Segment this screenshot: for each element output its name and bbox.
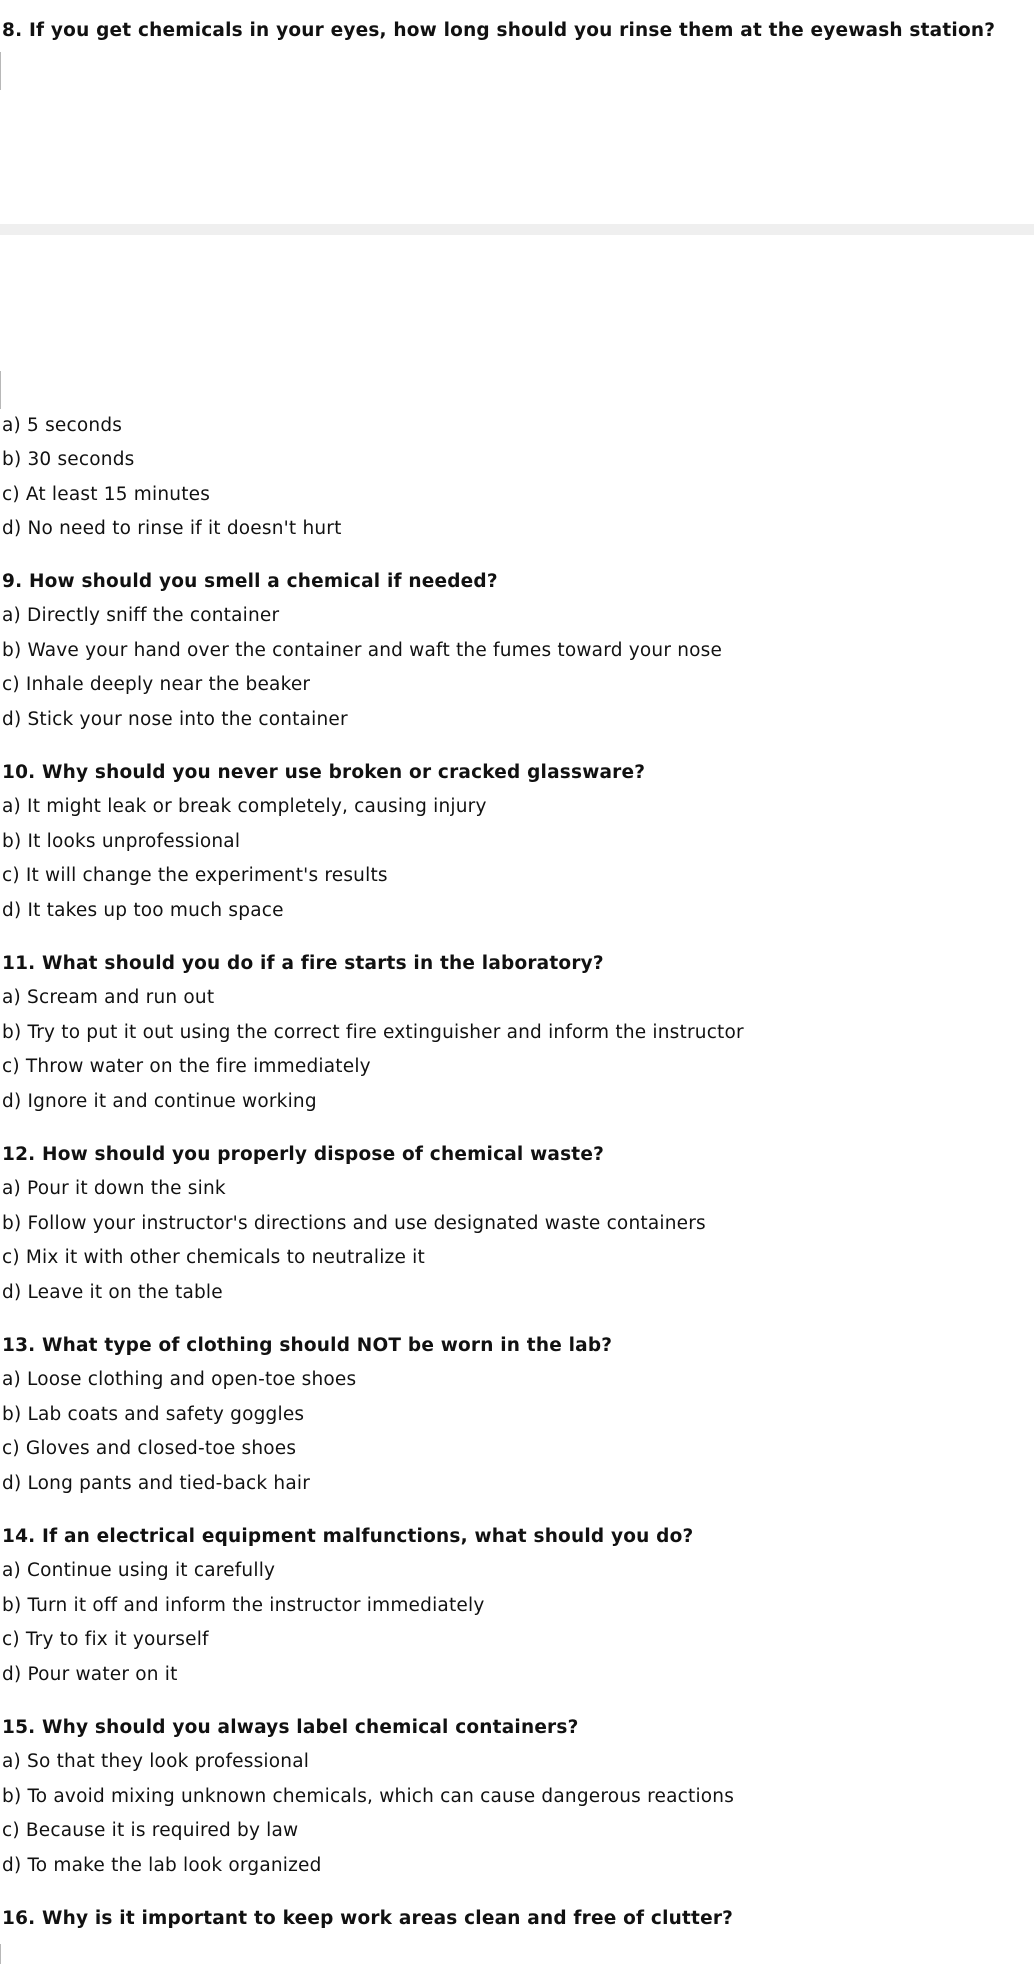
option-9c: c) Inhale deeply near the beaker [2,674,311,695]
question-11: 11. What should you do if a fire starts in the laboratory? [2,953,604,974]
option-10b: b) It looks unprofessional [2,831,241,852]
option-13d: d) Long pants and tied-back hair [2,1473,311,1494]
option-8a: a) 5 seconds [2,415,123,436]
option-8b: b) 30 seconds [2,449,135,470]
option-11b: b) Try to put it out using the correct fire extinguisher and inform the instructor [2,1022,744,1043]
option-14a: a) Continue using it carefully [2,1560,276,1581]
question-9: 9. How should you smell a chemical if needed? [2,571,498,592]
option-13c: c) Gloves and closed-toe shoes [2,1438,297,1459]
question-13: 13. What type of clothing should NOT be worn in the lab? [2,1335,613,1356]
option-9d: d) Stick your nose into the container [2,709,348,730]
option-11c: c) Throw water on the fire immediately [2,1056,371,1077]
option-11a: a) Scream and run out [2,987,215,1008]
option-15d: d) To make the lab look organized [2,1855,322,1876]
option-10d: d) It takes up too much space [2,900,284,921]
option-9a: a) Directly sniff the container [2,605,280,626]
question-16: 16. Why is it important to keep work areas clean and free of clutter? [2,1908,734,1929]
option-11d: d) Ignore it and continue working [2,1091,317,1112]
option-13a: a) Loose clothing and open-toe shoes [2,1369,357,1390]
question-12: 12. How should you properly dispose of chemical waste? [2,1144,605,1165]
option-10c: c) It will change the experiment's results [2,865,388,886]
option-9b: b) Wave your hand over the container and waft the fumes toward your nose [2,640,723,661]
text-cursor [0,1944,4,1964]
option-12c: c) Mix it with other chemicals to neutralize it [2,1247,425,1268]
option-15a: a) So that they look professional [2,1751,310,1772]
option-8c: c) At least 15 minutes [2,484,211,505]
text-cursor [0,371,4,409]
question-14: 14. If an electrical equipment malfunctions, what should you do? [2,1526,694,1547]
page-break [0,224,1034,235]
option-13b: b) Lab coats and safety goggles [2,1404,305,1425]
question-15: 15. Why should you always label chemical containers? [2,1717,579,1738]
option-14b: b) Turn it off and inform the instructor immediately [2,1595,485,1616]
option-12b: b) Follow your instructor's directions and use designated waste containers [2,1213,706,1234]
option-14d: d) Pour water on it [2,1664,178,1685]
option-15c: c) Because it is required by law [2,1820,299,1841]
option-12a: a) Pour it down the sink [2,1178,226,1199]
option-10a: a) It might leak or break completely, causing injury [2,796,487,817]
option-8d: d) No need to rinse if it doesn't hurt [2,518,342,539]
question-10: 10. Why should you never use broken or cracked glassware? [2,762,646,783]
option-15b: b) To avoid mixing unknown chemicals, which can cause dangerous reactions [2,1786,735,1807]
option-12d: d) Leave it on the table [2,1282,223,1303]
text-cursor [0,52,4,90]
question-8: 8. If you get chemicals in your eyes, how long should you rinse them at the eyewash station? [2,20,996,41]
option-14c: c) Try to fix it yourself [2,1629,209,1650]
